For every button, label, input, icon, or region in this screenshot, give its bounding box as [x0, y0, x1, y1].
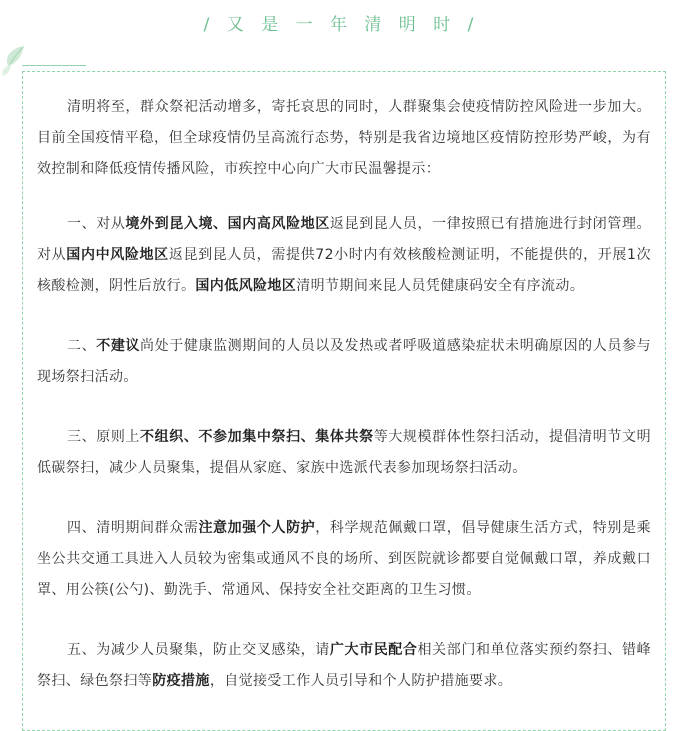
item-2-text-b: 尚处于健康监测期间的人员以及发热或者呼吸道感染症状未明确原因的人员参与现场祭扫活动。 [37, 338, 652, 385]
item-3-bold-a: 不组织、不参加集中祭扫、集体共祭 [140, 429, 374, 445]
article-body [37, 92, 651, 697]
item-1-bold-c: 国内低风险地区 [195, 278, 297, 294]
item-1-bold-a: 境外到昆入境、国内高风险地区 [125, 216, 330, 232]
item-2-paragraph [37, 331, 651, 393]
item-2-text-a: 二、 [67, 338, 97, 354]
section-title: / 又 是 一 年 清 明 时 / [203, 15, 480, 35]
intro-paragraph: 清明将至，群众祭祀活动增多，寄托哀思的同时，人群聚集会使疫情防控风险进一步加大。目前全国疫情平稳，但全球疫情仍呈高流行态势，特别是我省边境地区疫情防控形势严峻，为有效控制和降低疫情传播风险，市疾控中心向广大市民温馨提示： [37, 99, 651, 177]
item-1-paragraph [37, 209, 651, 302]
item-1-text-a: 一、对从 [67, 216, 126, 232]
title-underline [22, 65, 86, 66]
item-5-bold-b: 防疫措施 [152, 673, 210, 689]
item-1-text-d: 清明节期间来昆人员凭健康码安全有序流动。 [296, 278, 585, 294]
item-5-text-a: 五、为减少人员聚集，防止交叉感染，请 [67, 642, 330, 658]
item-4-text-a: 四、清明期间群众需 [67, 520, 199, 536]
item-1-text-c: 返昆到昆人员，需提供72小时内有效核酸检测证明，不能提供的，开展1次核酸检测，阴性后放行。 [37, 247, 651, 294]
item-2-bold-a: 不建议 [96, 338, 141, 354]
item-3-text-a: 三、原则上 [67, 429, 141, 445]
item-5-paragraph [37, 635, 651, 697]
item-3-paragraph [37, 422, 651, 484]
item-3-text-b: 等大规模群体性祭扫活动，提倡清明节文明低碳祭扫，减少人员聚集，提倡从家庭、家族中选派代表参加现场祭扫活动。 [37, 429, 652, 476]
item-1-text-b: 返昆到昆人员，一律按照已有措施进行封闭管理。对从 [37, 216, 651, 263]
item-5-text-b: 相关部门和单位落实预约祭扫、错峰祭扫、绿色祭扫等 [37, 642, 652, 689]
item-1-bold-b: 国内中风险地区 [66, 247, 169, 263]
item-4-bold-a: 注意加强个人防护 [198, 520, 316, 536]
item-4-paragraph [37, 513, 651, 606]
item-5-bold-a: 广大市民配合 [329, 642, 418, 658]
item-5-text-c: ，自觉接受工作人员引导和个人防护措施要求。 [209, 673, 513, 689]
item-4-text-b: ，科学规范佩戴口罩，倡导健康生活方式，特别是乘坐公共交通工具进入人员较为密集或通风不良的场所、到医院就诊都要自觉佩戴口罩，养成戴口罩、用公筷(公勺)、勤洗手、常通风、保持安全社交距离的卫生习惯。 [37, 520, 651, 598]
